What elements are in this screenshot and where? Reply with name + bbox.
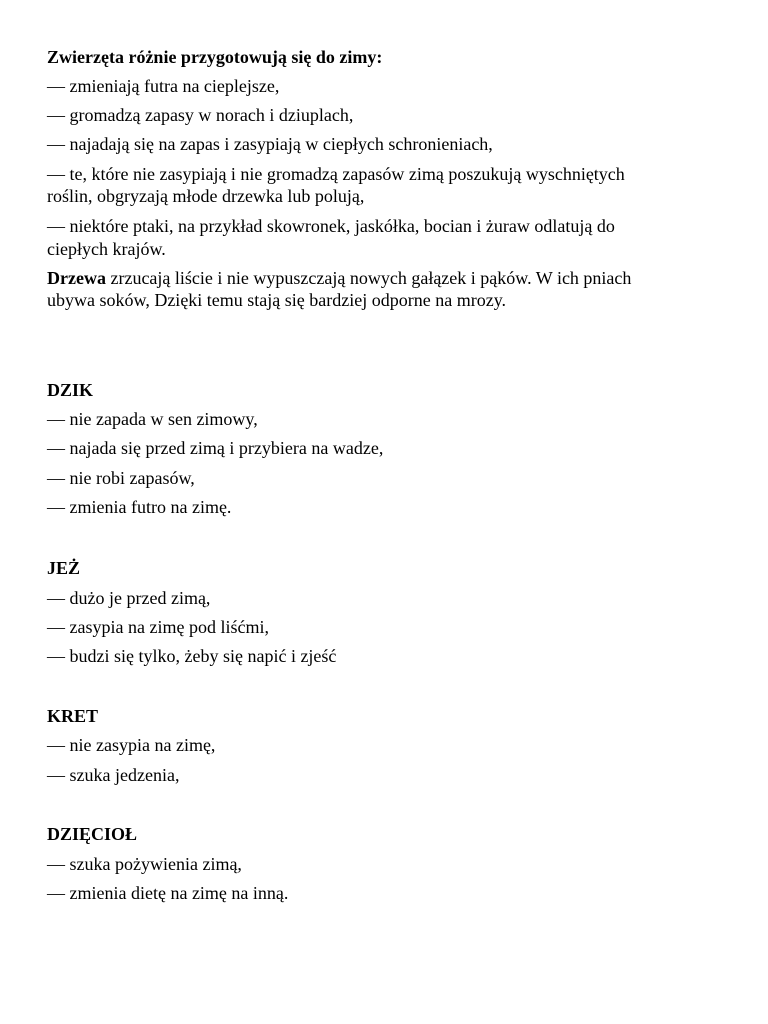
intro-item-continuation: ciepłych krajów. — [47, 239, 166, 259]
intro-item-continuation: roślin, obgryzają młode drzewka lub polują, — [47, 186, 365, 206]
list-item: — szuka jedzenia, — [47, 765, 180, 785]
list-item: — dużo je przed zimą, — [47, 588, 211, 608]
section-title-jez: JEŻ — [47, 558, 81, 578]
section-title-dzieciol: DZIĘCIOŁ — [47, 824, 138, 844]
intro-item: — zmieniają futra na cieplejsze, — [47, 76, 280, 96]
section-title-dzik: DZIK — [47, 380, 94, 400]
list-item: — nie robi zapasów, — [47, 468, 195, 488]
list-item: — najada się przed zimą i przybiera na wadze, — [47, 438, 384, 458]
intro-heading: Zwierzęta różnie przygotowują się do zimy: — [47, 47, 383, 67]
list-item: — zmienia futro na zimę. — [47, 497, 232, 517]
intro-item: — te, które nie zasypiają i nie gromadzą zapasów zimą poszukują wyschniętych — [47, 164, 625, 184]
list-item: — budzi się tylko, żeby się napić i zjeść — [47, 646, 337, 666]
trees-paragraph-line: ubywa soków, Dzięki temu stają się bardziej odporne na mrozy. — [47, 290, 507, 310]
list-item: — nie zasypia na zimę, — [47, 735, 216, 755]
section-title-kret: KRET — [47, 706, 99, 726]
list-item: — szuka pożywienia zimą, — [47, 854, 242, 874]
list-item: — zasypia na zimę pod liśćmi, — [47, 617, 269, 637]
list-item: — nie zapada w sen zimowy, — [47, 409, 258, 429]
intro-item: — najadają się na zapas i zasypiają w ciepłych schronieniach, — [47, 134, 493, 154]
list-item: — zmienia dietę na zimę na inną. — [47, 883, 289, 903]
intro-item: — gromadzą zapasy w norach i dziuplach, — [47, 105, 354, 125]
trees-label: Drzewa — [47, 268, 106, 288]
trees-text: zrzucają liście i nie wypuszczają nowych gałązek i pąków. W ich pniach — [105, 268, 632, 288]
intro-item: — niektóre ptaki, na przykład skowronek, jaskółka, bocian i żuraw odlatują do — [47, 216, 615, 236]
trees-paragraph-line — [47, 267, 631, 289]
